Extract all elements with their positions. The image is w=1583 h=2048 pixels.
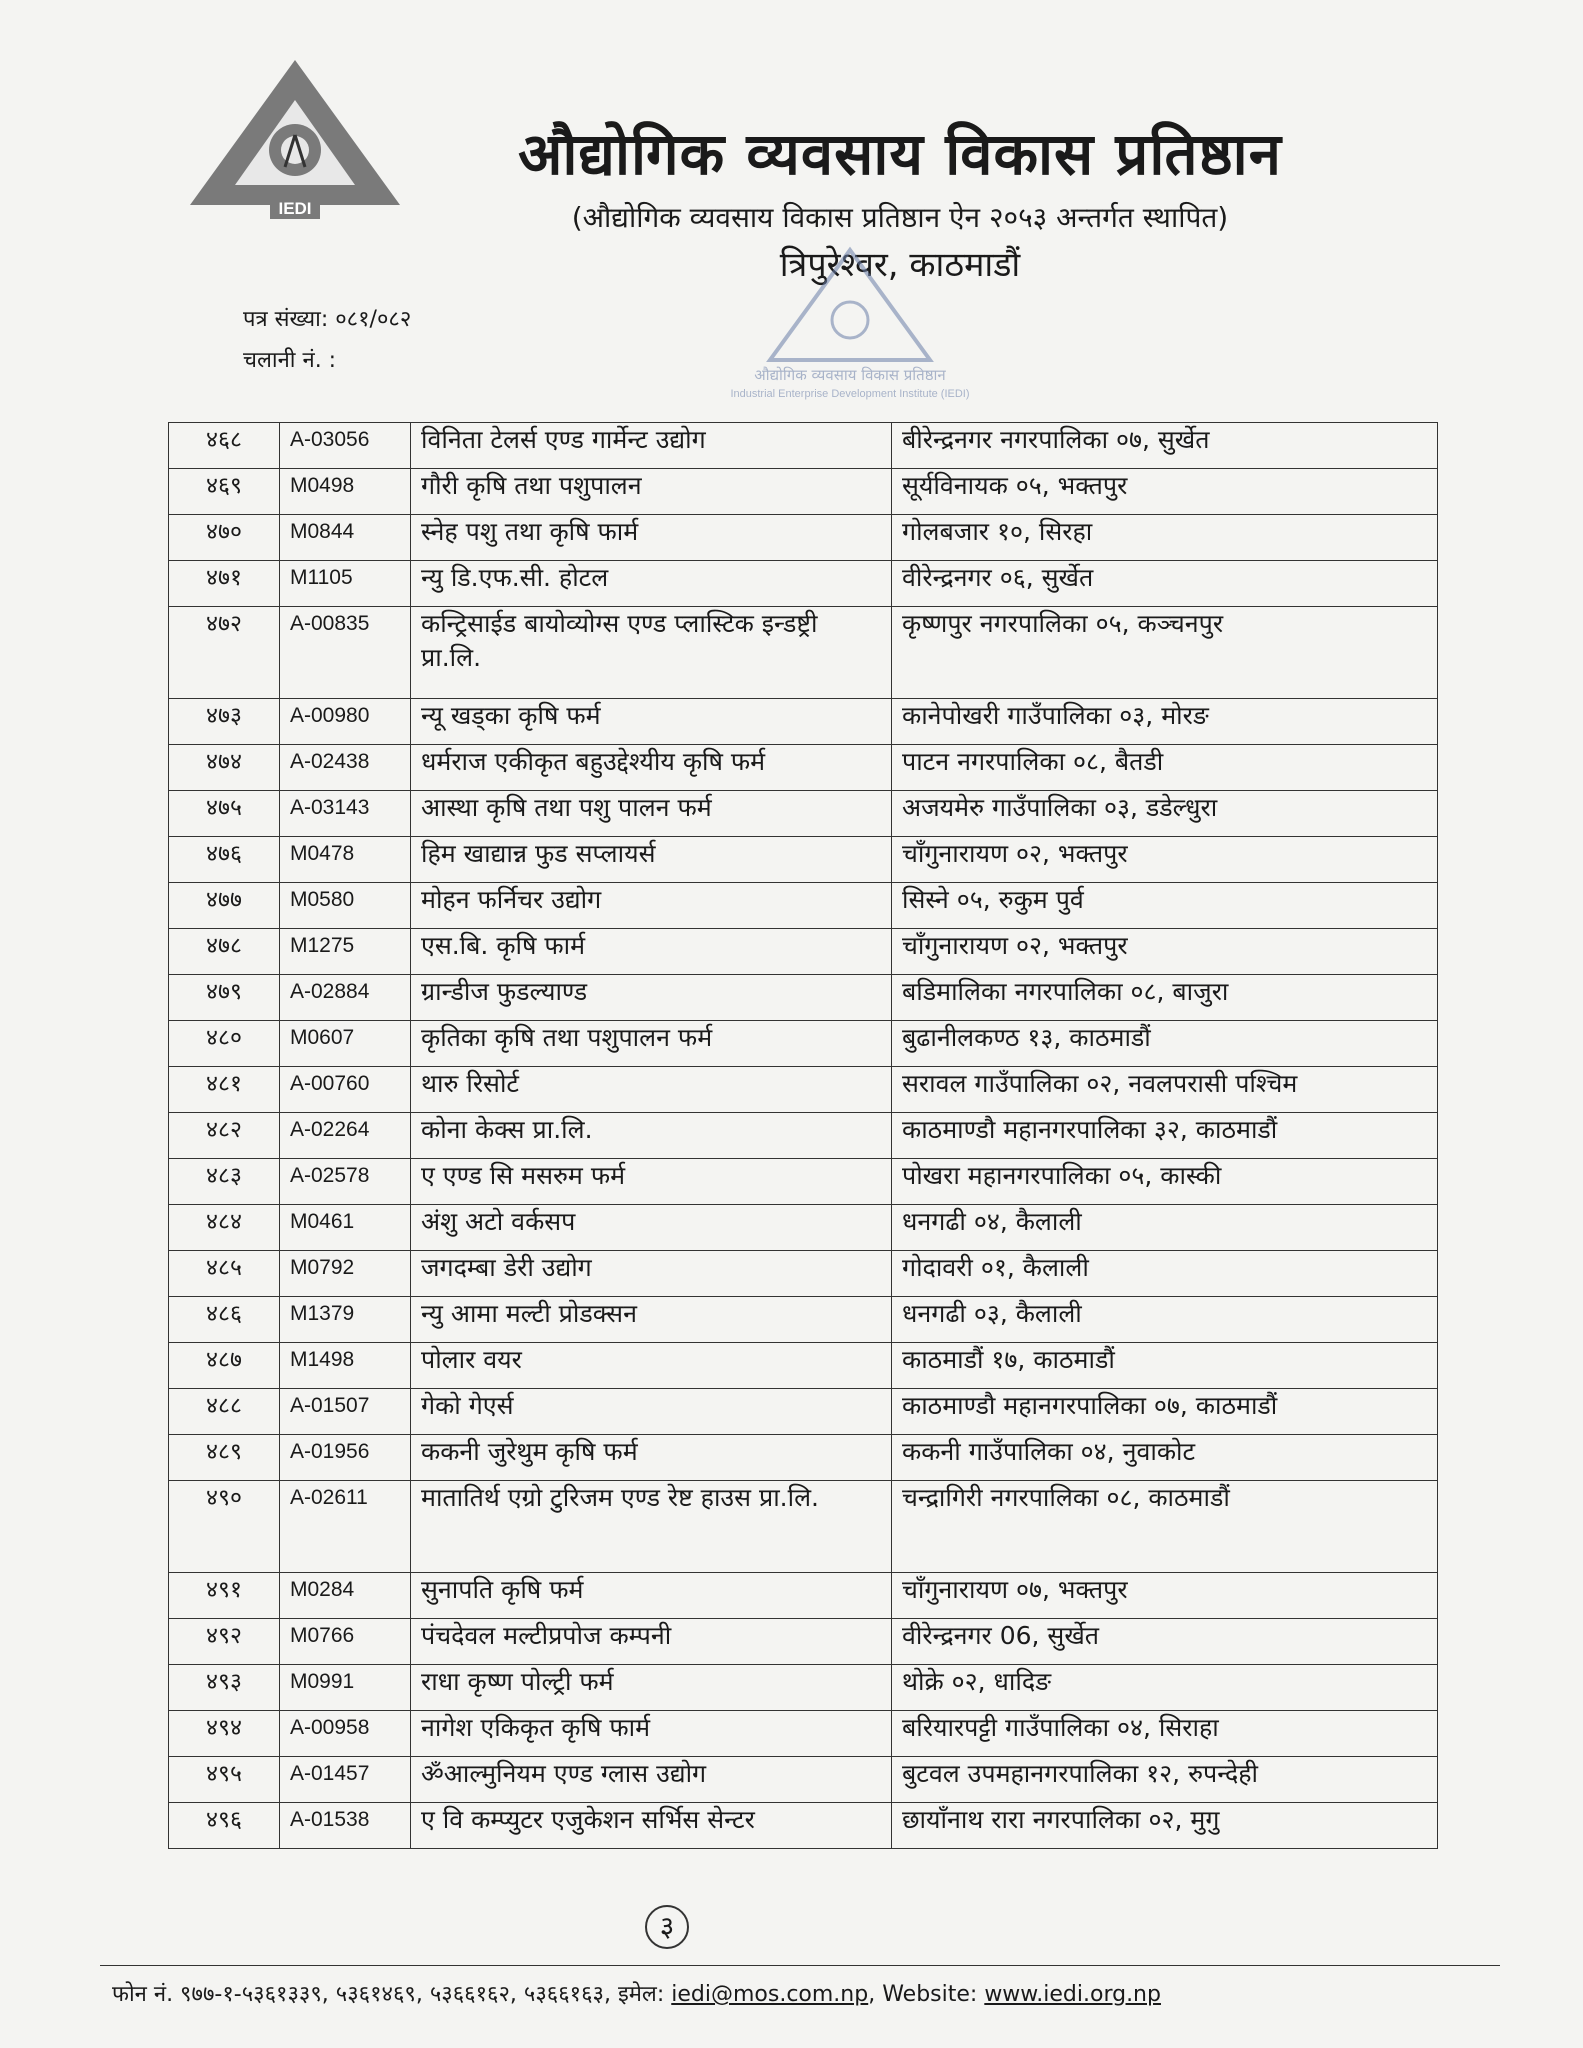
enterprise-name-cell: ए एण्ड सि मसरुम फर्म xyxy=(411,1159,892,1205)
dispatch-number: चलानी नं. : xyxy=(243,348,337,373)
address-cell: ककनी गाउँपालिका ०४, नुवाकोट xyxy=(892,1435,1438,1481)
enterprise-name-cell: विनिता टेलर्स एण्ड गार्मेन्ट उद्योग xyxy=(411,423,892,469)
registration-id-cell: A-03143 xyxy=(280,791,411,837)
address-cell: सूर्यविनायक ०५, भक्तपुर xyxy=(892,469,1438,515)
table-row xyxy=(169,1389,1438,1435)
enterprise-name-cell: कृतिका कृषि तथा पशुपालन फर्म xyxy=(411,1021,892,1067)
table-row xyxy=(169,929,1438,975)
registration-id-cell: A-00760 xyxy=(280,1067,411,1113)
registration-id-cell: M0284 xyxy=(280,1573,411,1619)
registration-id-cell: M0607 xyxy=(280,1021,411,1067)
logo-text: IEDI xyxy=(278,199,312,218)
registration-id-cell: A-02884 xyxy=(280,975,411,1021)
address-cell: चाँगुनारायण ०२, भक्तपुर xyxy=(892,929,1438,975)
address-cell: काठमाडौं १७, काठमाडौं xyxy=(892,1343,1438,1389)
enterprise-name-cell: मातातिर्थ एग्रो टुरिजम एण्ड रेष्ट हाउस प्रा.लि. xyxy=(411,1481,892,1573)
enterprise-name-cell: न्यु आमा मल्टी प्रोडक्सन xyxy=(411,1297,892,1343)
enterprise-name-cell: कन्ट्रिसाईड बायोव्योग्स एण्ड प्लास्टिक इन्डष्ट्री प्रा.लि. xyxy=(411,607,892,699)
address-cell: कानेपोखरी गाउँपालिका ०३, मोरङ xyxy=(892,699,1438,745)
enterprise-name-cell: हिम खाद्यान्न फुड सप्लायर्स xyxy=(411,837,892,883)
serial-number-cell: ४७५ xyxy=(169,791,280,837)
table-row xyxy=(169,975,1438,1021)
page-number: ३ xyxy=(645,1905,689,1949)
enterprise-name-cell: न्यु डि.एफ.सी. होटल xyxy=(411,561,892,607)
serial-number-cell: ४७९ xyxy=(169,975,280,1021)
registration-id-cell: A-03056 xyxy=(280,423,411,469)
table-row xyxy=(169,1573,1438,1619)
organization-subtitle: (औद्योगिक व्यवसाय विकास प्रतिष्ठान ऐन २०५३ अन्तर्गत स्थापित) xyxy=(571,201,1229,234)
serial-number-cell: ४७३ xyxy=(169,699,280,745)
enterprise-name-cell: ग्रान्डीज फुडल्याण्ड xyxy=(411,975,892,1021)
registration-id-cell: M0580 xyxy=(280,883,411,929)
serial-number-cell: ४७६ xyxy=(169,837,280,883)
registration-id-cell: A-02438 xyxy=(280,745,411,791)
registration-id-cell: M0498 xyxy=(280,469,411,515)
table-row xyxy=(169,1481,1438,1573)
serial-number-cell: ४७२ xyxy=(169,607,280,699)
table-row xyxy=(169,699,1438,745)
stamp-text-np: औद्योगिक व्यवसाय विकास प्रतिष्ठान xyxy=(754,366,946,384)
enterprise-name-cell: जगदम्बा डेरी उद्योग xyxy=(411,1251,892,1297)
serial-number-cell: ४८३ xyxy=(169,1159,280,1205)
serial-number-cell: ४९२ xyxy=(169,1619,280,1665)
enterprise-name-cell: ॐआल्मुनियम एण्ड ग्लास उद्योग xyxy=(411,1757,892,1803)
serial-number-cell: ४९३ xyxy=(169,1665,280,1711)
address-cell: धनगढी ०४, कैलाली xyxy=(892,1205,1438,1251)
table-row xyxy=(169,423,1438,469)
serial-number-cell: ४७४ xyxy=(169,745,280,791)
enterprise-name-cell: अंशु अटो वर्कसप xyxy=(411,1205,892,1251)
serial-number-cell: ४८५ xyxy=(169,1251,280,1297)
table-row xyxy=(169,1251,1438,1297)
registration-id-cell: M1498 xyxy=(280,1343,411,1389)
organization-location: त्रिपुरेश्वर, काठमाडौं xyxy=(779,245,1021,285)
table-row xyxy=(169,607,1438,699)
address-cell: बरियारपट्टी गाउँपालिका ०४, सिराहा xyxy=(892,1711,1438,1757)
footer-contact xyxy=(112,1978,1161,2008)
registration-id-cell: M0461 xyxy=(280,1205,411,1251)
address-cell: गोदावरी ०१, कैलाली xyxy=(892,1251,1438,1297)
enterprise-name-cell: नागेश एकिकृत कृषि फार्म xyxy=(411,1711,892,1757)
address-cell: सरावल गाउँपालिका ०२, नवलपरासी पश्चिम xyxy=(892,1067,1438,1113)
table-row xyxy=(169,745,1438,791)
enterprise-name-cell: राधा कृष्ण पोल्ट्री फर्म xyxy=(411,1665,892,1711)
serial-number-cell: ४६९ xyxy=(169,469,280,515)
address-cell: चन्द्रागिरी नगरपालिका ०८, काठमाडौं xyxy=(892,1481,1438,1573)
serial-number-cell: ४९१ xyxy=(169,1573,280,1619)
serial-number-cell: ४९० xyxy=(169,1481,280,1573)
serial-number-cell: ४८० xyxy=(169,1021,280,1067)
address-cell: काठमाण्डौ महानगरपालिका ०७, काठमाडौं xyxy=(892,1389,1438,1435)
serial-number-cell: ४८६ xyxy=(169,1297,280,1343)
address-cell: बुटवल उपमहानगरपालिका १२, रुपन्देही xyxy=(892,1757,1438,1803)
enterprise-name-cell: गेको गेएर्स xyxy=(411,1389,892,1435)
table-row xyxy=(169,1021,1438,1067)
address-cell: सिस्ने ०५, रुकुम पुर्व xyxy=(892,883,1438,929)
address-cell: पाटन नगरपालिका ०८, बैतडी xyxy=(892,745,1438,791)
serial-number-cell: ४७७ xyxy=(169,883,280,929)
table-row xyxy=(169,1205,1438,1251)
address-cell: काठमाण्डौ महानगरपालिका ३२, काठमाडौं xyxy=(892,1113,1438,1159)
enterprise-name-cell: सुनापति कृषि फर्म xyxy=(411,1573,892,1619)
address-cell: थोक्रे ०२, धादिङ xyxy=(892,1665,1438,1711)
serial-number-cell: ४९५ xyxy=(169,1757,280,1803)
table-row xyxy=(169,1619,1438,1665)
footer-email-link[interactable]: iedi@mos.com.np xyxy=(671,1982,869,2007)
serial-number-cell: ४८९ xyxy=(169,1435,280,1481)
serial-number-cell: ४८८ xyxy=(169,1389,280,1435)
table-row xyxy=(169,469,1438,515)
address-cell: बीरेन्द्रनगर नगरपालिका ०७, सुर्खेत xyxy=(892,423,1438,469)
iedi-logo xyxy=(185,55,405,225)
registration-id-cell: M1275 xyxy=(280,929,411,975)
serial-number-cell: ४९४ xyxy=(169,1711,280,1757)
registration-id-cell: M1379 xyxy=(280,1297,411,1343)
footer-website-link[interactable]: www.iedi.org.np xyxy=(984,1982,1161,2007)
stamp-text-en: Industrial Enterprise Development Institute (IEDI) xyxy=(730,388,970,400)
registration-id-cell: M1105 xyxy=(280,561,411,607)
table-row xyxy=(169,1435,1438,1481)
registration-id-cell: A-02611 xyxy=(280,1481,411,1573)
footer-website-label: , Website: xyxy=(868,1982,985,2007)
table-row xyxy=(169,1803,1438,1849)
registration-id-cell: A-00958 xyxy=(280,1711,411,1757)
address-cell: बडिमालिका नगरपालिका ०८, बाजुरा xyxy=(892,975,1438,1021)
enterprise-name-cell: पंचदेवल मल्टीप्रपोज कम्पनी xyxy=(411,1619,892,1665)
registration-id-cell: A-00980 xyxy=(280,699,411,745)
address-cell: गोलबजार १०, सिरहा xyxy=(892,515,1438,561)
registration-id-cell: A-00835 xyxy=(280,607,411,699)
serial-number-cell: ४८७ xyxy=(169,1343,280,1389)
serial-number-cell: ४७८ xyxy=(169,929,280,975)
enterprise-name-cell: कोना केक्स प्रा.लि. xyxy=(411,1113,892,1159)
registration-id-cell: A-01538 xyxy=(280,1803,411,1849)
registration-id-cell: M0844 xyxy=(280,515,411,561)
table-row xyxy=(169,1665,1438,1711)
address-cell: धनगढी ०३, कैलाली xyxy=(892,1297,1438,1343)
table-row xyxy=(169,1159,1438,1205)
serial-number-cell: ४६८ xyxy=(169,423,280,469)
registration-id-cell: M0478 xyxy=(280,837,411,883)
registration-id-cell: A-01457 xyxy=(280,1757,411,1803)
address-cell: वीरेन्द्रनगर ०६, सुर्खेत xyxy=(892,561,1438,607)
enterprise-name-cell: गौरी कृषि तथा पशुपालन xyxy=(411,469,892,515)
registration-id-cell: A-01956 xyxy=(280,1435,411,1481)
address-cell: छायाँनाथ रारा नगरपालिका ०२, मुगु xyxy=(892,1803,1438,1849)
table-row xyxy=(169,515,1438,561)
enterprise-name-cell: मोहन फर्निचर उद्योग xyxy=(411,883,892,929)
registration-id-cell: A-01507 xyxy=(280,1389,411,1435)
registration-id-cell: M0766 xyxy=(280,1619,411,1665)
enterprise-name-cell: स्नेह पशु तथा कृषि फार्म xyxy=(411,515,892,561)
table-row xyxy=(169,561,1438,607)
address-cell: वीरेन्द्रनगर 06, सुर्खेत xyxy=(892,1619,1438,1665)
serial-number-cell: ४८४ xyxy=(169,1205,280,1251)
serial-number-cell: ४८२ xyxy=(169,1113,280,1159)
table-row xyxy=(169,837,1438,883)
letter-number: पत्र संख्या: ०८१/०८२ xyxy=(243,307,412,332)
registration-id-cell: M0792 xyxy=(280,1251,411,1297)
serial-number-cell: ४७१ xyxy=(169,561,280,607)
footer-rule xyxy=(100,1965,1500,1966)
table-row xyxy=(169,1757,1438,1803)
enterprise-name-cell: ए वि कम्प्युटर एजुकेशन सर्भिस सेन्टर xyxy=(411,1803,892,1849)
table-row xyxy=(169,1297,1438,1343)
address-cell: अजयमेरु गाउँपालिका ०३, डडेल्धुरा xyxy=(892,791,1438,837)
serial-number-cell: ४८१ xyxy=(169,1067,280,1113)
enterprise-table xyxy=(168,422,1438,1849)
address-cell: पोखरा महानगरपालिका ०५, कास्की xyxy=(892,1159,1438,1205)
table-row xyxy=(169,1711,1438,1757)
address-cell: चाँगुनारायण ०७, भक्तपुर xyxy=(892,1573,1438,1619)
table-row xyxy=(169,883,1438,929)
address-cell: बुढानीलकण्ठ १३, काठमाडौं xyxy=(892,1021,1438,1067)
registration-id-cell: A-02264 xyxy=(280,1113,411,1159)
organization-title: औद्योगिक व्यवसाय विकास प्रतिष्ठान xyxy=(518,120,1282,188)
enterprise-name-cell: थारु रिसोर्ट xyxy=(411,1067,892,1113)
enterprise-name-cell: आस्था कृषि तथा पशु पालन फर्म xyxy=(411,791,892,837)
serial-number-cell: ४७० xyxy=(169,515,280,561)
address-cell: कृष्णपुर नगरपालिका ०५, कञ्चनपुर xyxy=(892,607,1438,699)
table-row xyxy=(169,1067,1438,1113)
registration-id-cell: M0991 xyxy=(280,1665,411,1711)
registration-id-cell: A-02578 xyxy=(280,1159,411,1205)
serial-number-cell: ४९६ xyxy=(169,1803,280,1849)
enterprise-name-cell: एस.बि. कृषि फार्म xyxy=(411,929,892,975)
official-stamp xyxy=(700,240,1000,400)
table-row xyxy=(169,791,1438,837)
footer-phone: फोन नं. ९७७-१-५३६१३३९, ५३६१४६९, ५३६६१६२, ५३६६१६३, इमेल: xyxy=(112,1982,672,2007)
enterprise-name-cell: धर्मराज एकीकृत बहुउद्देश्यीय कृषि फर्म xyxy=(411,745,892,791)
enterprise-name-cell: ककनी जुरेथुम कृषि फर्म xyxy=(411,1435,892,1481)
enterprise-name-cell: पोलार वयर xyxy=(411,1343,892,1389)
enterprise-name-cell: न्यू खड्का कृषि फर्म xyxy=(411,699,892,745)
table-row xyxy=(169,1343,1438,1389)
address-cell: चाँगुनारायण ०२, भक्तपुर xyxy=(892,837,1438,883)
table-row xyxy=(169,1113,1438,1159)
